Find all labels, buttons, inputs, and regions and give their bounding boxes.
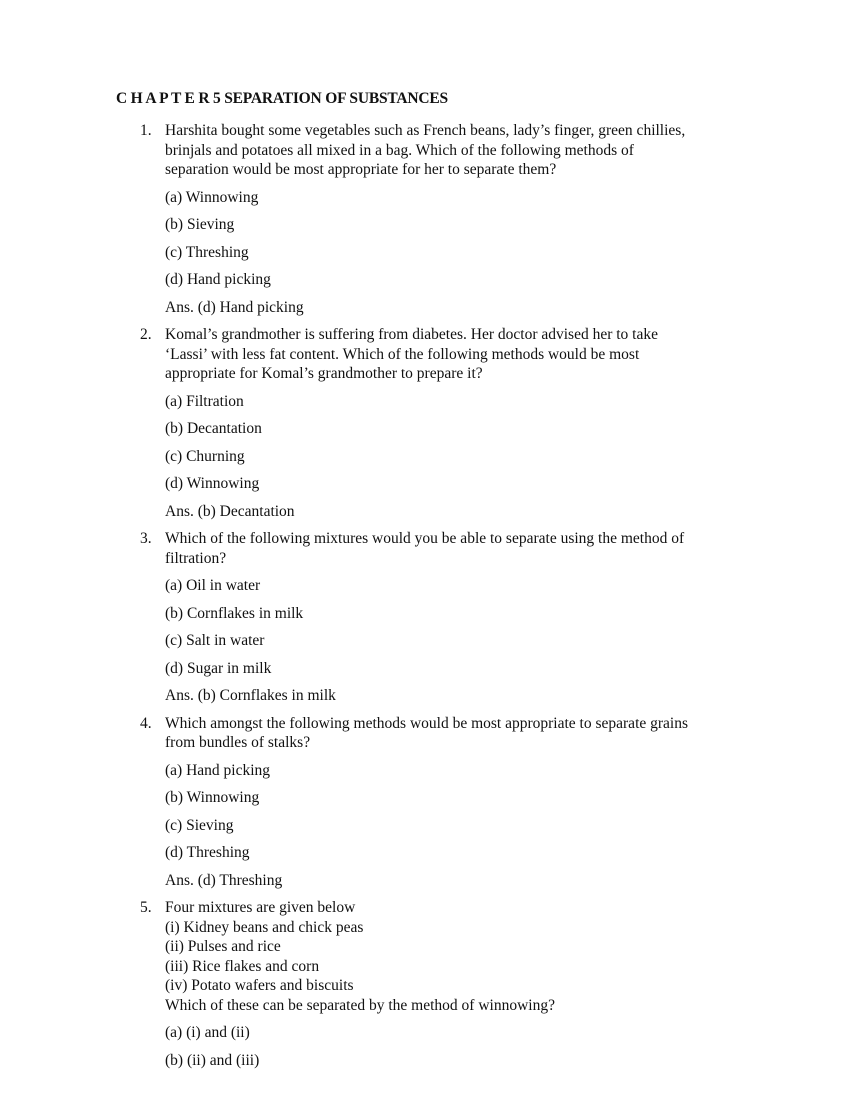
answer-option: (d) Sugar in milk <box>165 659 272 677</box>
question-text <box>165 529 740 568</box>
question-text-line: Which of these can be separated by the method of winnowing? <box>165 996 555 1014</box>
answer-key: Ans. (b) Decantation <box>165 502 295 520</box>
question-text <box>165 325 740 384</box>
question-number: 1. <box>140 122 152 139</box>
answer-option: (c) Sieving <box>165 816 234 834</box>
answer-option: (c) Threshing <box>165 243 249 261</box>
answer-option: (c) Salt in water <box>165 632 265 649</box>
answer-option: (a) Hand picking <box>165 761 271 779</box>
question-text-line: (iv) Potato wafers and biscuits <box>165 977 354 994</box>
question-text-line: filtration? <box>165 549 227 567</box>
answer-option: (d) Threshing <box>165 844 250 861</box>
answer-option: (d) Winnowing <box>165 475 260 492</box>
question-number: 3. <box>140 530 152 547</box>
question-text-line: Komal’s grandmother is suffering from diabetes. Her doctor advised her to take <box>165 326 658 343</box>
question-text-line: separation would be most appropriate for her to separate them? <box>165 161 557 178</box>
question-text-line: Which of the following mixtures would you be able to separate using the method of <box>165 530 685 547</box>
question-text-line: (ii) Pulses and rice <box>165 938 281 955</box>
answer-option: (b) Sieving <box>165 216 235 233</box>
answer-option: (b) Winnowing <box>165 789 260 806</box>
chapter-title: C H A P T E R 5 SEPARATION OF SUBSTANCES <box>116 90 448 107</box>
answer-option: (a) Winnowing <box>165 188 259 206</box>
answer-option: (b) (ii) and (iii) <box>165 1051 260 1069</box>
question-number: 2. <box>140 326 152 343</box>
answer-option: (b) Decantation <box>165 420 262 437</box>
question-text-line: (i) Kidney beans and chick peas <box>165 918 364 936</box>
answer-option: (c) Churning <box>165 447 245 465</box>
answer-option: (a) (i) and (ii) <box>165 1024 250 1041</box>
question-item <box>140 121 740 317</box>
question-text-line: ‘Lassi’ with less fat content. Which of the following methods would be most <box>165 345 640 363</box>
question-text-line: appropriate for Komal’s grandmother to prepare it? <box>165 365 483 382</box>
question-item <box>140 714 740 891</box>
answer-option: (a) Filtration <box>165 392 244 410</box>
answer-option: (a) Oil in water <box>165 577 261 594</box>
question-item <box>140 529 740 706</box>
question-list <box>140 121 740 1070</box>
question-text <box>165 898 740 1015</box>
question-number: 4. <box>140 714 152 732</box>
question-text-line: Four mixtures are given below <box>165 899 356 916</box>
question-text <box>165 714 740 753</box>
question-text-line: Which amongst the following methods would be most appropriate to separate grains <box>165 714 689 732</box>
question-item <box>140 898 740 1070</box>
answer-key: Ans. (d) Threshing <box>165 871 283 889</box>
question-text-line: brinjals and potatoes all mixed in a bag. Which of the following methods of <box>165 141 634 159</box>
answer-option: (b) Cornflakes in milk <box>165 604 304 622</box>
question-text-line: from bundles of stalks? <box>165 734 311 751</box>
question-text-line: (iii) Rice flakes and corn <box>165 957 320 975</box>
answer-key: Ans. (b) Cornflakes in milk <box>165 687 336 704</box>
answer-key: Ans. (d) Hand picking <box>165 298 304 316</box>
question-item <box>140 325 740 521</box>
question-number: 5. <box>140 899 152 916</box>
question-text-line: Harshita bought some vegetables such as French beans, lady’s finger, green chillies, <box>165 122 686 139</box>
question-text <box>165 121 740 180</box>
answer-option: (d) Hand picking <box>165 271 271 288</box>
